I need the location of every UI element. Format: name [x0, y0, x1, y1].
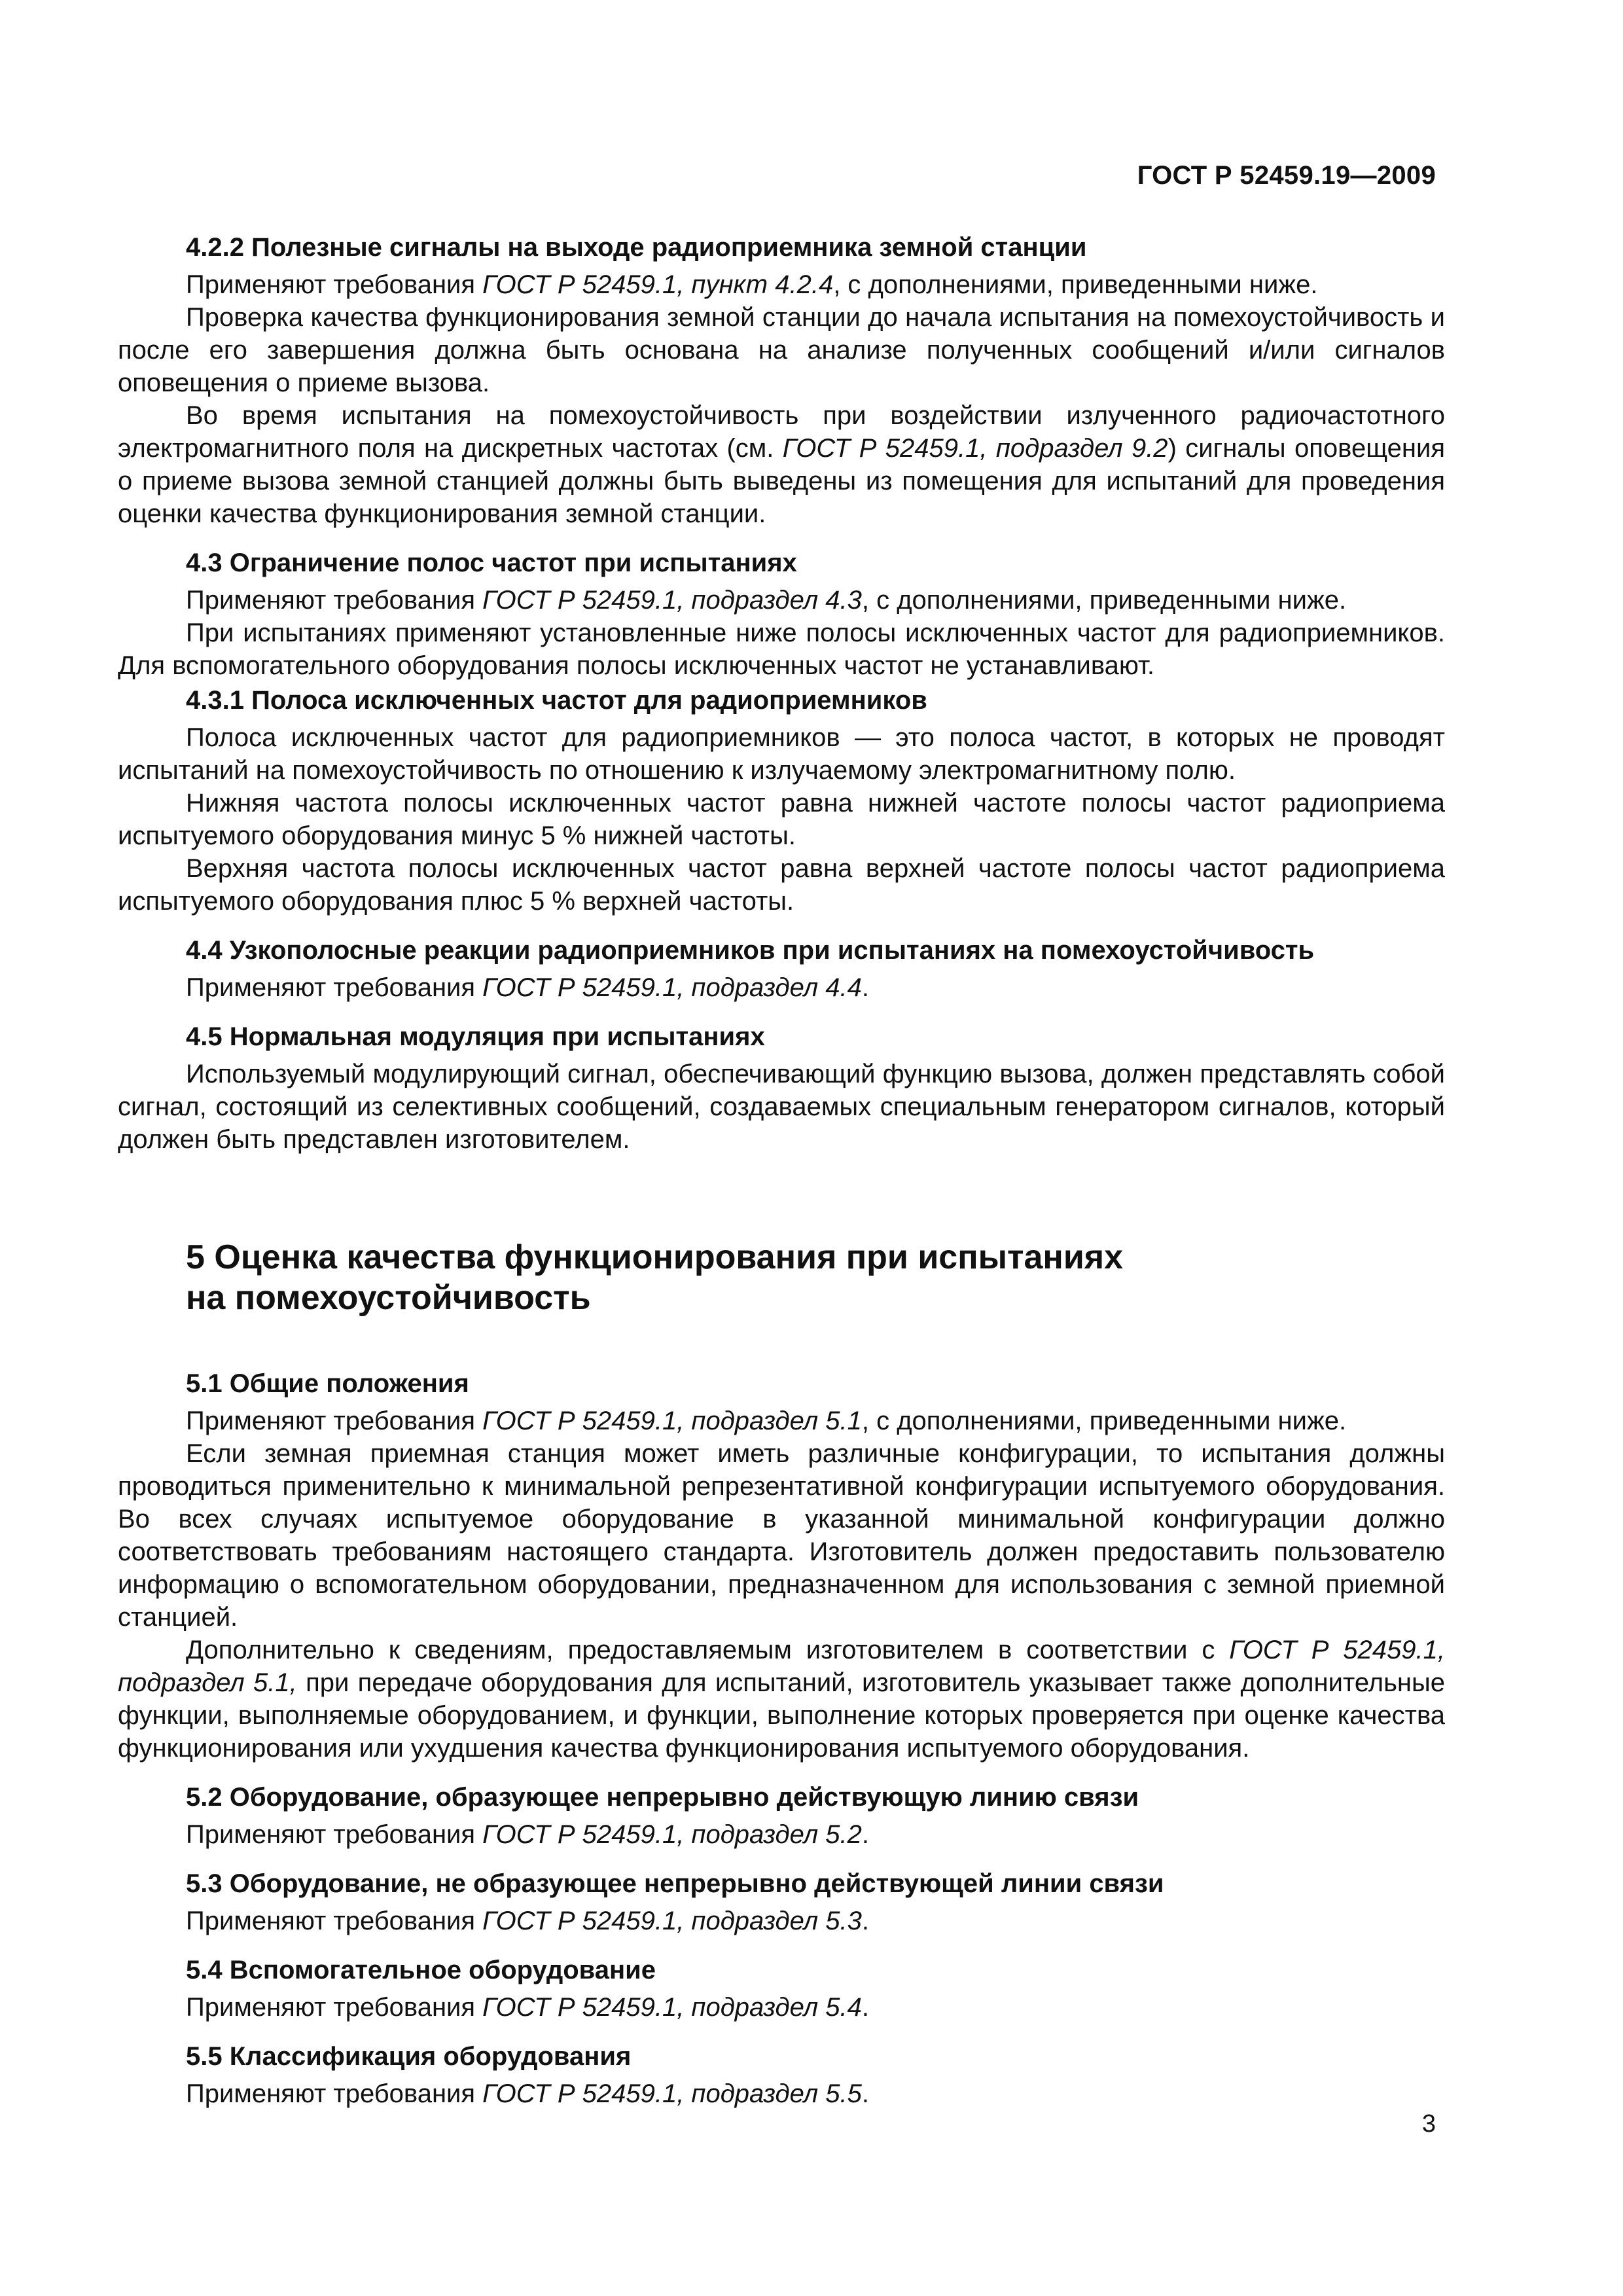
paragraph: Применяют требования ГОСТ Р 52459.1, подраздел 4.3, с дополнениями, приведенными ниже. [186, 586, 1347, 615]
paragraph: Применяют требования ГОСТ Р 52459.1, пункт 4.2.4, с дополнениями, приведенными ниже. [186, 270, 1318, 299]
paragraph: Дополнительно к сведениям, предоставляемым изготовителем в соответствии с ГОСТ Р 52459.1, подраздел 5.1, при передаче оборудования для испытаний, изготовитель указывает также дополнительные функции, выполняемые оборудованием, и функции, выполнение которых проверяется при оценке качества функционирования или ухудшения качества функционирования испытуемого оборудования. [118, 1636, 1446, 1763]
standard-reference: ГОСТ Р 52459.1, подраздел 5.3 [482, 1907, 862, 1935]
standard-reference: ГОСТ Р 52459.1, пункт 4.2.4 [482, 270, 834, 299]
paragraph: Если земная приемная станция может иметь различные конфигурации, то испытания должны проводиться применительно к минимальной репрезентативной конфигурации испытуемого оборудования. Во всех случаях испытуемое оборудование в указанной минимальной конфигурации должно соответствовать требованиям настоящего стандарта. Изготовитель должен предоставить пользователю информацию о вспомогательном оборудовании, предназначенном для использования с земной приемной станцией. [118, 1439, 1445, 1632]
paragraph: Применяют требования ГОСТ Р 52459.1, подраздел 5.4. [186, 1993, 869, 2022]
heading-line: 5 Оценка качества функционирования при испытаниях [186, 1238, 1124, 1276]
standard-reference: ГОСТ Р 52459.1, подраздел 5.4 [482, 1993, 862, 2022]
paragraph: Используемый модулирующий сигнал, обеспечивающий функцию вызова, должен представлять собой сигнал, состоящий из селективных сообщений, создаваемых специальным генератором сигналов, который должен быть представлен изготовителем. [118, 1060, 1445, 1154]
page-number: 3 [1421, 2110, 1436, 2138]
standard-reference: ГОСТ Р 52459.1, подраздел 5.1 [482, 1407, 862, 1435]
paragraph: Применяют требования ГОСТ Р 52459.1, подраздел 5.3. [186, 1907, 869, 1935]
standard-reference: ГОСТ Р 52459.1, подраздел 5.1, [118, 1636, 1446, 1697]
paragraph: Нижняя частота полосы исключенных частот равна нижней частоте полосы частот радиоприема испытуемого оборудования минус 5 % нижней частоты. [118, 789, 1445, 850]
heading-4-2-2: 4.2.2 Полезные сигналы на выходе радиоприемника земной станции [186, 233, 1087, 262]
paragraph: Применяют требования ГОСТ Р 52459.1, подраздел 4.4. [186, 973, 869, 1002]
paragraph: Во время испытания на помехоустойчивость при воздействии излученного радиочастотного электромагнитного поля на дискретных частотах (см. ГОСТ Р 52459.1, подраздел 9.2) сигналы оповещения о приеме вызова земной станцией должны быть выведены из помещения для испытаний для проведения оценки качества функционирования земной станции. [118, 401, 1446, 528]
heading-line: на помехоустойчивость [186, 1279, 591, 1317]
standard-reference: ГОСТ Р 52459.1, подраздел 5.5 [482, 2079, 862, 2108]
heading-5-1: 5.1 Общие положения [186, 1369, 469, 1398]
heading-5-5: 5.5 Классификация оборудования [186, 2042, 632, 2071]
heading-4-3-1: 4.3.1 Полоса исключенных частот для радиоприемников [186, 686, 927, 715]
paragraph: Проверка качества функционирования земной станции до начала испытания на помехоустойчивость и после его завершения должна быть основана на анализе полученных сообщений и/или сигналов оповещения о приеме вызова. [118, 303, 1445, 397]
paragraph: Полоса исключенных частот для радиоприемников — это полоса частот, в которых не проводят испытаний на помехоустойчивость по отношению к излучаемому электромагнитному полю. [118, 723, 1445, 785]
standard-reference: ГОСТ Р 52459.1, подраздел 4.3 [482, 586, 862, 615]
standard-reference: ГОСТ Р 52459.1, подраздел 5.2 [482, 1820, 862, 1849]
standard-reference: ГОСТ Р 52459.1, подраздел 9.2 [782, 434, 1168, 463]
document-body [118, 229, 1445, 2110]
heading-4-4: 4.4 Узкополосные реакции радиоприемников при испытаниях на помехоустойчивость [186, 936, 1315, 965]
paragraph: При испытаниях применяют установленные ниже полосы исключенных частот для радиоприемников. Для вспомогательного оборудования полосы исключенных частот не устанавливают. [118, 619, 1445, 680]
paragraph: Верхняя частота полосы исключенных частот равна верхней частоте полосы частот радиоприема испытуемого оборудования плюс 5 % верхней частоты. [118, 854, 1445, 916]
heading-5-4: 5.4 Вспомогательное оборудование [186, 1956, 656, 1984]
paragraph: Применяют требования ГОСТ Р 52459.1, подраздел 5.1, с дополнениями, приведенными ниже. [186, 1407, 1347, 1435]
heading-section-5 [118, 1237, 1445, 1318]
heading-5-3: 5.3 Оборудование, не образующее непрерывно действующей линии связи [186, 1869, 1164, 1898]
paragraph: Применяют требования ГОСТ Р 52459.1, подраздел 5.5. [186, 2079, 869, 2108]
heading-5-2: 5.2 Оборудование, образующее непрерывно действующую линию связи [186, 1783, 1139, 1812]
paragraph: Применяют требования ГОСТ Р 52459.1, подраздел 5.2. [186, 1820, 869, 1849]
heading-4-5: 4.5 Нормальная модуляция при испытаниях [186, 1022, 765, 1051]
heading-4-3: 4.3 Ограничение полос частот при испытаниях [186, 548, 797, 577]
standard-identifier: ГОСТ Р 52459.19—2009 [1137, 161, 1436, 190]
standard-reference: ГОСТ Р 52459.1, подраздел 4.4 [482, 973, 862, 1002]
